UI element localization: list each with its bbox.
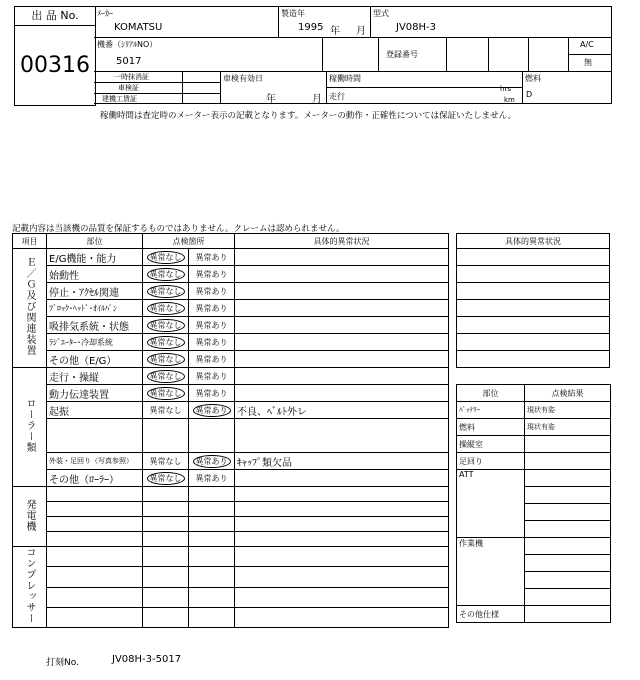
model-cell (370, 7, 611, 38)
row-part: 始動性 (47, 266, 143, 283)
cert3-box (182, 93, 221, 104)
table-row (13, 266, 449, 283)
ng-option[interactable]: 異常あり (189, 351, 235, 368)
model-label: 型式 (373, 9, 389, 18)
right-row-part: その他仕様 (457, 606, 525, 623)
fuel-cell (522, 71, 611, 104)
hours-label: 稼働時間 (329, 74, 361, 83)
row-part: ﾌﾞﾛｯｸ･ﾍｯﾄﾞ･ｵｲﾙﾊﾟﾝ (47, 300, 143, 317)
maker-label: ﾒｰｶｰ (97, 9, 113, 18)
row-part: 停止・ｱｸｾﾙ関連 (47, 283, 143, 300)
row-detail (235, 368, 449, 385)
km-unit: km (504, 96, 515, 104)
row-detail (235, 419, 449, 453)
header-detail: 具体的異常状況 (235, 234, 449, 249)
run-label: 走行 (329, 92, 345, 101)
cert2-label: 車検証 (118, 84, 139, 92)
disclaimer: 記載内容は当該機の品質を保証するものではありません。クレームは認められません。 (12, 224, 345, 234)
right-row-part: 作業機 (457, 538, 525, 606)
vehicle-info-grid (94, 6, 612, 104)
ok-option[interactable]: 異常なし (143, 402, 189, 419)
serial-cell (94, 37, 323, 72)
ng-option (189, 419, 235, 453)
row-detail (235, 249, 449, 266)
ng-option[interactable]: 異常あり (189, 470, 235, 487)
table-row (13, 453, 449, 470)
cert1-label: 一時抹消証 (114, 73, 149, 81)
right-result-table (456, 384, 611, 623)
reg-box-2 (488, 37, 529, 72)
ng-option[interactable]: 異常あり (189, 385, 235, 402)
right-row-part: 操縦室 (457, 436, 525, 453)
reg-box-1 (446, 37, 489, 72)
table-row (13, 317, 449, 334)
row-part: 外装・足回り（写真参照） (47, 453, 143, 470)
month-unit: 月 (356, 26, 366, 37)
table-row (13, 470, 449, 487)
ok-option[interactable]: 異常なし (143, 453, 189, 470)
right-detail-header: 具体的異常状況 (457, 234, 610, 249)
right-header-result: 点検結果 (525, 385, 611, 402)
row-detail (235, 266, 449, 283)
ng-option[interactable]: 異常あり (189, 283, 235, 300)
ac-value-cell (568, 54, 611, 72)
right-row-result: 現状有姿 (525, 419, 611, 436)
ok-option[interactable]: 異常なし (143, 351, 189, 368)
year-unit: 年 (330, 26, 340, 37)
right-row-part: ATT (457, 470, 525, 538)
ng-option[interactable]: 異常あり (189, 317, 235, 334)
right-row-result (525, 453, 611, 470)
ok-option[interactable]: 異常なし (143, 249, 189, 266)
table-row (13, 334, 449, 351)
ok-option[interactable]: 異常なし (143, 470, 189, 487)
ok-option (143, 419, 189, 453)
hours-unit: hrs (500, 85, 511, 93)
row-detail (235, 283, 449, 300)
row-detail: ｷｬｯﾌﾟ類欠品 (235, 453, 449, 470)
row-detail (235, 385, 449, 402)
inspect-year-unit: 年 (266, 94, 276, 105)
group-label-roller: ローラー類 (13, 368, 47, 487)
right-detail-table (456, 233, 610, 368)
table-row (13, 607, 449, 627)
reg-box-3 (528, 37, 569, 72)
ok-option[interactable]: 異常なし (143, 266, 189, 283)
ng-option[interactable]: 異常あり (189, 334, 235, 351)
inspect-month-unit: 月 (312, 94, 322, 105)
row-detail (235, 470, 449, 487)
maker-cell (94, 7, 279, 38)
row-part: 動力伝達装置 (47, 385, 143, 402)
table-row (13, 385, 449, 402)
row-part (47, 419, 143, 453)
table-header-row (13, 234, 449, 249)
row-detail (235, 300, 449, 317)
right-row-part: 足回り (457, 453, 525, 470)
group-label-generator: 発電機 (13, 487, 47, 547)
year-label: 製造年 (281, 9, 305, 18)
maker-value: KOMATSU (114, 22, 163, 33)
table-row (13, 419, 449, 453)
group-label-compressor: コンプレッサー (13, 547, 47, 628)
right-row-result: 現状有姿 (525, 402, 611, 419)
row-part: 起振 (47, 402, 143, 419)
reg-label: 登録番号 (386, 50, 418, 59)
table-row (13, 487, 449, 502)
row-detail (235, 334, 449, 351)
table-row (13, 532, 449, 547)
lot-label: 出 品 No. (15, 7, 95, 26)
ng-option[interactable]: 異常あり (189, 453, 235, 470)
row-detail (235, 317, 449, 334)
ng-option[interactable]: 異常あり (189, 402, 235, 419)
ng-option[interactable]: 異常あり (189, 249, 235, 266)
right-row-part: ﾊﾞｯﾃﾘｰ (457, 402, 525, 419)
reg-blank-cell (322, 37, 379, 72)
table-row (13, 300, 449, 317)
ok-option[interactable]: 異常なし (143, 368, 189, 385)
header-item: 項目 (13, 234, 47, 249)
row-detail (235, 351, 449, 368)
table-row (13, 249, 449, 266)
ac-label: A/C (580, 40, 594, 49)
table-row (13, 368, 449, 385)
cert3-cell (94, 93, 183, 104)
right-row-result (525, 606, 611, 623)
hours-cell (326, 71, 523, 104)
year-cell (278, 7, 371, 38)
meter-note: 稼働時間は査定時のメーター表示の記載となります。メーターの動作・正確性については保証いたしません。 (100, 111, 517, 121)
row-part: E/G機能・能力 (47, 249, 143, 266)
reg-label-cell (378, 37, 447, 72)
table-row (13, 283, 449, 300)
table-row (13, 547, 449, 567)
serial-value: 5017 (116, 56, 142, 67)
row-part: その他（E/G） (47, 351, 143, 368)
right-row-part: 燃料 (457, 419, 525, 436)
row-part: 吸排気系統・状態 (47, 317, 143, 334)
ac-value: 無 (584, 58, 592, 67)
group-label-engine: Ｅ／Ｇ及び関連装置 (13, 249, 47, 368)
lot-number: 00316 (20, 53, 90, 78)
row-part: 走行・操縦 (47, 368, 143, 385)
table-row (13, 351, 449, 368)
serial-label: 機番（ｼﾘｱﾙNO） (97, 40, 158, 49)
ng-option[interactable]: 異常あり (189, 300, 235, 317)
inspect-cell (220, 71, 327, 104)
ok-option[interactable]: 異常なし (143, 283, 189, 300)
inspect-label: 車検有効日 (223, 74, 263, 83)
right-header-part: 部位 (457, 385, 525, 402)
row-part: その他（ﾛｰﾗｰ） (47, 470, 143, 487)
table-row (13, 567, 449, 587)
table-row (13, 517, 449, 532)
ng-option[interactable]: 異常あり (189, 266, 235, 283)
fuel-label: 燃料 (525, 74, 541, 83)
header-part: 部位 (47, 234, 143, 249)
right-row-result (525, 538, 611, 555)
year-value: 1995 (298, 22, 324, 33)
right-row-result (525, 470, 611, 487)
table-row (13, 587, 449, 607)
row-part: ﾗｼﾞｴｰﾀｰ･冷却系統 (47, 334, 143, 351)
fuel-value: D (526, 90, 533, 99)
ok-option[interactable]: 異常なし (143, 385, 189, 402)
table-row (13, 502, 449, 517)
lot-number-box (14, 6, 96, 106)
right-row-result (525, 436, 611, 453)
stamp-label: 打刻No. (46, 658, 79, 668)
ac-label-cell (568, 37, 611, 55)
row-detail: 不良、ﾍﾞﾙﾄ外レ (235, 402, 449, 419)
table-row (13, 402, 449, 419)
header-check: 点検箇所 (143, 234, 235, 249)
ok-option[interactable]: 異常なし (143, 334, 189, 351)
ok-option[interactable]: 異常なし (143, 300, 189, 317)
cert3-label: 建機工賃証 (102, 95, 137, 103)
model-value: JV08H-3 (396, 22, 437, 33)
ok-option[interactable]: 異常なし (143, 317, 189, 334)
ng-option[interactable]: 異常あり (189, 368, 235, 385)
stamp-value: JV08H-3-5017 (112, 654, 182, 665)
inspection-table (12, 233, 449, 628)
